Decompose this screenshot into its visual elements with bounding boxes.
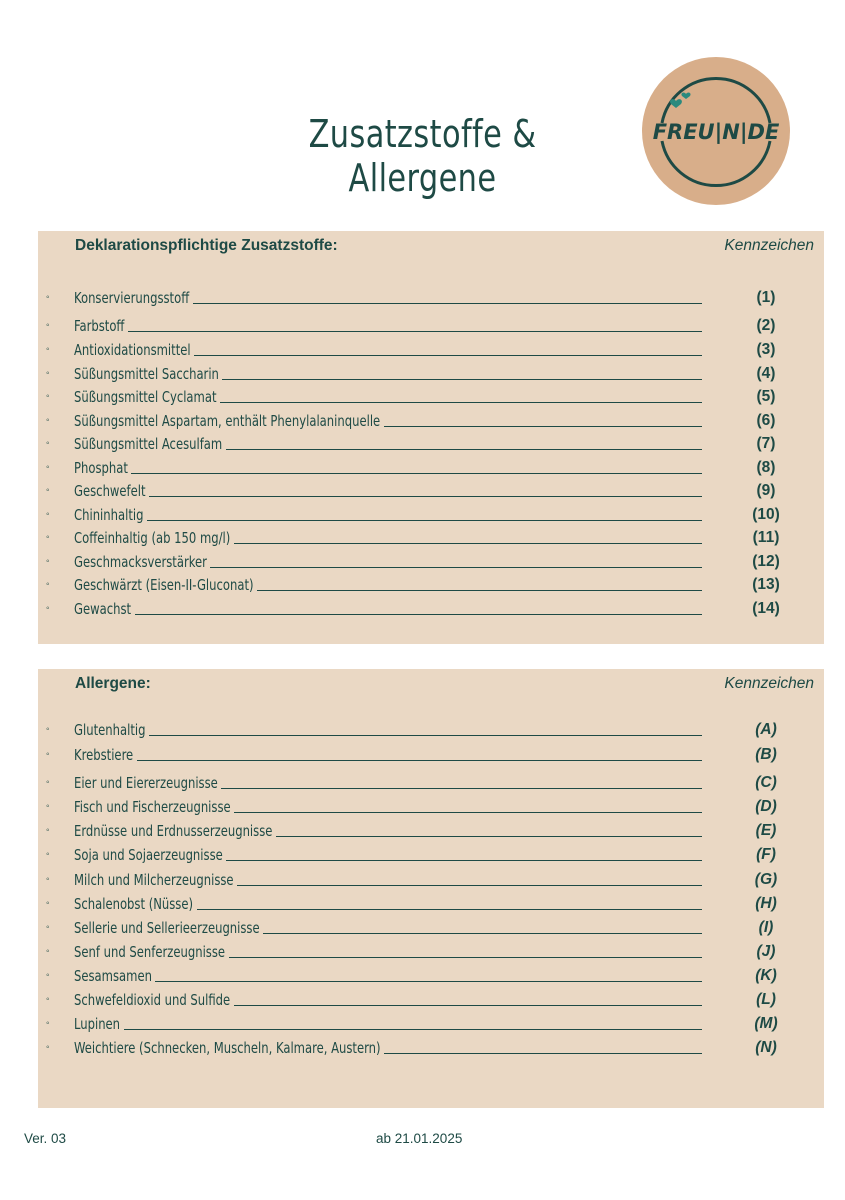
additive-code: (11) [752, 529, 780, 546]
allergen-label [74, 796, 708, 818]
allergen-code: (H) [755, 895, 777, 912]
additive-row [38, 287, 824, 311]
allergen-row [38, 796, 824, 820]
additive-code: (4) [756, 365, 776, 382]
additive-label [74, 315, 708, 337]
additive-row [38, 598, 824, 622]
allergen-row [38, 772, 824, 796]
additive-code: (12) [752, 553, 780, 570]
additive-row [38, 504, 824, 528]
additive-label-text: Geschwefelt [74, 482, 146, 500]
footer-version: Ver. 03 [24, 1131, 67, 1146]
fill-line [128, 331, 702, 332]
additive-row [38, 574, 824, 598]
allergen-label-text: Krebstiere [74, 746, 134, 764]
allergen-label-text: Schwefeldioxid und Sulfide [74, 991, 231, 1009]
additive-label [74, 386, 708, 408]
additives-panel [38, 231, 824, 644]
fill-line [222, 379, 702, 380]
fill-line [124, 1029, 702, 1030]
allergen-label [74, 1037, 708, 1059]
additive-label [74, 287, 708, 309]
allergen-label [74, 719, 708, 741]
allergen-row [38, 989, 824, 1013]
allergen-code: (A) [755, 721, 777, 738]
additive-row [38, 410, 824, 434]
fill-line [384, 1053, 702, 1054]
additive-row [38, 551, 824, 575]
bullet-icon: ◦ [46, 344, 50, 355]
bullet-icon: ◦ [46, 292, 50, 303]
fill-line [257, 590, 702, 591]
svg-text:FREU|N|DE: FREU|N|DE [652, 120, 780, 144]
bullet-icon: ◦ [46, 777, 50, 788]
fill-line [220, 402, 702, 403]
additive-code: (6) [756, 412, 776, 429]
fill-line [234, 1005, 702, 1006]
bullet-icon: ◦ [46, 368, 50, 379]
bullet-icon: ◦ [46, 1018, 50, 1029]
allergen-row [38, 1037, 824, 1061]
allergen-code: (M) [754, 1015, 778, 1032]
allergen-code: (G) [754, 871, 778, 888]
allergen-code: (L) [756, 991, 776, 1008]
additive-code: (14) [752, 600, 780, 617]
additive-label-text: Geschwärzt (Eisen-II-Gluconat) [74, 576, 254, 594]
additive-label [74, 574, 708, 596]
additive-code: (1) [756, 289, 776, 306]
fill-line [221, 788, 702, 789]
allergen-label [74, 917, 708, 939]
additive-row [38, 386, 824, 410]
additive-label-text: Farbstoff [74, 317, 125, 335]
bullet-icon: ◦ [46, 946, 50, 957]
allergen-label-text: Eier und Eiererzeugnisse [74, 774, 218, 792]
footer-valid-from: ab 21.01.2025 [376, 1131, 463, 1146]
allergen-row [38, 1013, 824, 1037]
allergen-code: (J) [756, 943, 776, 960]
additive-code: (9) [756, 482, 776, 499]
additive-label-text: Geschmacksverstärker [74, 553, 207, 571]
additive-row [38, 315, 824, 339]
allergen-code: (B) [755, 746, 777, 763]
additive-label [74, 457, 708, 479]
bullet-icon: ◦ [46, 462, 50, 473]
additive-label [74, 363, 708, 385]
additive-code: (5) [756, 388, 776, 405]
allergen-row [38, 965, 824, 989]
allergen-label-text: Sellerie und Sellerieerzeugnisse [74, 919, 260, 937]
additive-row [38, 363, 824, 387]
allergen-row [38, 941, 824, 965]
allergen-label-text: Erdnüsse und Erdnusserzeugnisse [74, 822, 273, 840]
bullet-icon: ◦ [46, 1042, 50, 1053]
allergen-label [74, 989, 708, 1011]
allergen-row [38, 917, 824, 941]
additive-label-text: Süßungsmittel Acesulfam [74, 435, 223, 453]
allergen-label-text: Fisch und Fischerzeugnisse [74, 798, 231, 816]
bullet-icon: ◦ [46, 320, 50, 331]
bullet-icon: ◦ [46, 532, 50, 543]
additive-label-text: Gewachst [74, 600, 132, 618]
additive-label [74, 551, 708, 573]
fill-line [226, 860, 702, 861]
fill-line [384, 426, 702, 427]
allergens-panel [38, 669, 824, 1108]
additive-code: (8) [756, 459, 776, 476]
additive-row [38, 527, 824, 551]
additives-column-label: Kennzeichen [724, 237, 814, 254]
additive-label-text: Süßungsmittel Aspartam, enthält Phenylalaninquelle [74, 412, 381, 430]
additive-label-text: Konservierungsstoff [74, 289, 190, 307]
allergen-code: (I) [758, 919, 774, 936]
additive-code: (10) [752, 506, 780, 523]
additive-label [74, 339, 708, 361]
additive-label-text: Süßungsmittel Saccharin [74, 365, 219, 383]
allergen-label [74, 1013, 708, 1035]
bullet-icon: ◦ [46, 485, 50, 496]
bullet-icon: ◦ [46, 749, 50, 760]
additive-row [38, 433, 824, 457]
additive-label [74, 410, 708, 432]
additive-row [38, 480, 824, 504]
bullet-icon: ◦ [46, 970, 50, 981]
bullet-icon: ◦ [46, 898, 50, 909]
fill-line [263, 933, 702, 934]
bullet-icon: ◦ [46, 438, 50, 449]
bullet-icon: ◦ [46, 825, 50, 836]
additive-label-text: Coffeinhaltig (ab 150 mg/l) [74, 529, 231, 547]
fill-line [276, 836, 702, 837]
additive-label [74, 433, 708, 455]
bullet-icon: ◦ [46, 509, 50, 520]
allergen-label [74, 820, 708, 842]
bullet-icon: ◦ [46, 556, 50, 567]
bullet-icon: ◦ [46, 874, 50, 885]
bullet-icon: ◦ [46, 391, 50, 402]
allergen-label-text: Sesamsamen [74, 967, 152, 985]
fill-line [234, 812, 702, 813]
additive-label-text: Süßungsmittel Cyclamat [74, 388, 217, 406]
additive-code: (13) [752, 576, 780, 593]
allergen-label [74, 844, 708, 866]
freunde-logo [642, 57, 790, 205]
fill-line [210, 567, 702, 568]
additive-label-text: Chininhaltig [74, 506, 144, 524]
fill-line [226, 449, 702, 450]
fill-line [234, 543, 702, 544]
bullet-icon: ◦ [46, 801, 50, 812]
allergen-label [74, 941, 708, 963]
allergen-label-text: Glutenhaltig [74, 721, 146, 739]
additive-code: (7) [756, 435, 776, 452]
additives-heading: Deklarationspflichtige Zusatzstoffe: [75, 237, 338, 254]
allergen-row [38, 893, 824, 917]
allergen-label-text: Milch und Milcherzeugnisse [74, 871, 234, 889]
allergen-label [74, 869, 708, 891]
bullet-icon: ◦ [46, 849, 50, 860]
bullet-icon: ◦ [46, 603, 50, 614]
additive-code: (3) [756, 341, 776, 358]
fill-line [137, 760, 702, 761]
fill-line [197, 909, 702, 910]
allergen-label [74, 744, 708, 766]
allergen-code: (F) [756, 846, 776, 863]
additive-code: (2) [756, 317, 776, 334]
additive-label-text: Antioxidationsmittel [74, 341, 191, 359]
allergen-label [74, 965, 708, 987]
allergen-row [38, 844, 824, 868]
bullet-icon: ◦ [46, 579, 50, 590]
allergen-row [38, 869, 824, 893]
additive-label [74, 598, 708, 620]
fill-line [193, 303, 702, 304]
allergen-code: (N) [755, 1039, 777, 1056]
fill-line [237, 885, 702, 886]
allergen-label [74, 772, 708, 794]
fill-line [131, 473, 702, 474]
allergens-column-label: Kennzeichen [724, 675, 814, 692]
allergen-code: (D) [755, 798, 777, 815]
allergen-label [74, 893, 708, 915]
allergen-label-text: Schalenobst (Nüsse) [74, 895, 194, 913]
allergen-label-text: Lupinen [74, 1015, 121, 1033]
allergen-row [38, 719, 824, 743]
fill-line [149, 496, 702, 497]
allergen-row [38, 820, 824, 844]
bullet-icon: ◦ [46, 994, 50, 1005]
fill-line [155, 981, 702, 982]
additive-row [38, 339, 824, 363]
additive-row [38, 457, 824, 481]
bullet-icon: ◦ [46, 724, 50, 735]
bullet-icon: ◦ [46, 415, 50, 426]
allergen-label-text: Weichtiere (Schnecken, Muscheln, Kalmare, Austern) [74, 1039, 381, 1057]
fill-line [147, 520, 702, 521]
additive-label [74, 480, 708, 502]
fill-line [229, 957, 702, 958]
allergen-code: (E) [755, 822, 777, 839]
bullet-icon: ◦ [46, 922, 50, 933]
allergen-label-text: Soja und Sojaerzeugnisse [74, 846, 223, 864]
fill-line [135, 614, 702, 615]
allergen-code: (C) [755, 774, 777, 791]
additive-label [74, 504, 708, 526]
allergen-row [38, 744, 824, 768]
additive-label [74, 527, 708, 549]
allergen-label-text: Senf und Senferzeugnisse [74, 943, 226, 961]
page-title: Zusatzstoffe & Allergene [308, 112, 537, 200]
allergen-code: (K) [755, 967, 777, 984]
fill-line [194, 355, 702, 356]
additive-label-text: Phosphat [74, 459, 128, 477]
allergens-heading: Allergene: [75, 675, 151, 692]
fill-line [149, 735, 702, 736]
